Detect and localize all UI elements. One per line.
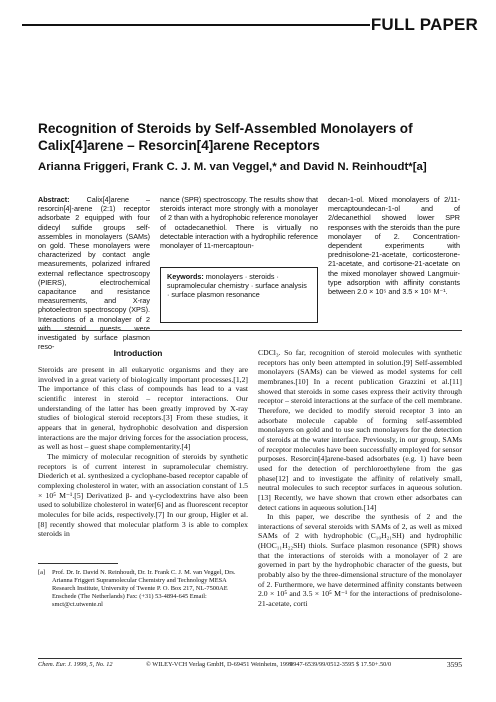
- abstract-divider: [38, 330, 462, 331]
- footer-publisher: © WILEY-VCH Verlag GmbH, D-69451 Weinheim, 1999: [146, 661, 293, 668]
- paper-title: Recognition of Steroids by Self-Assembled Monolayers of Calix[4]arene – Resorcin[4]arene Receptors: [38, 121, 413, 153]
- intro-paragraph-3: CDCl₃. So far, recognition of steroid molecules with synthetic receptors has only been attempted in solution.[9] Self-assembled monolayers (SAMs) can be viewed as model systems for cell membranes.[10] In a recent publication Grazzini et al.[11] showed that steroids in some cases express their activity through receptor – steroid interactions at the surface of the cell membrane. Therefore, we decided to modify steroid receptor 3 into an adsorbate molecule capable of forming self-assembled monolayers on gold and to use such monolayers for the detection of steroids at the water interface. Previously, in our group, SAMs of receptor molecules have been successfully employed for sensor purposes. Resorcin[4]arene-based adsorbates (e.g. 1) have been used for the detection of perchloroethylene from the gas phase[12] and to investigate the affinity of relatively small, neutral molecules to such receptor surfaces in aqueous solution.[13] Recently, we have shown that crown ether adsorbates can detect cations in aqueous solution.[14]: [258, 348, 462, 512]
- intro-paragraph-1: Steroids are present in all eukaryotic organisms and they are involved in a great variety of biologically important processes.[1,2] The importance of this class of compounds has lead to a vast scientific interest in steroid – receptor interactions. Our understanding of the latter has been greatly improved by X-ray studies of biological steroid receptors.[3] From these studies, it appears that in general, hydrophobic desolvation and dispersion interactions are the major driving forces for the association process, as well as host – guest shape complementarity.[4]: [38, 365, 248, 452]
- introduction-heading: Introduction: [113, 348, 163, 358]
- footer-issn: 0947-6539/99/0512-3595 $ 17.50+.50/0: [290, 661, 392, 668]
- footnote-text: Prof. Dr. Ir. David N. Reinhoudt, Dr. Ir. Frank C. J. M. van Veggel, Drs. Arianna Friggeri Supramolecular Chemistry and Technology MESA Research Institute, University of Twente P. O. Box 217, NL-7500AE Enschede (The Netherlands) Fax: (+31) 53-4894-645 Email: smct@ct.utwente.nl: [52, 569, 236, 608]
- journal-header: [22, 15, 478, 36]
- page-footer: [38, 661, 462, 671]
- header-rule: [22, 24, 370, 26]
- affiliation-footnote: [38, 569, 248, 609]
- abstract-column-1: [38, 195, 150, 351]
- page-number: 3595: [446, 660, 462, 669]
- footnote-marker: [a]: [38, 569, 46, 576]
- right-text-column: [258, 348, 462, 609]
- section-label: FULL PAPER: [370, 15, 478, 34]
- abstract-text-2: nance (SPR) spectroscopy. The results show that steroids interact more strongly with a monolayer of 2 than with a hydrophobic reference monolayer of octadecanethiol. There is virtually no detectable interaction with a hydrophilic reference monolayer of 11-mercaptoun-: [160, 195, 318, 251]
- abstract-text-1: Calix[4]arene – resorcin[4]-arene (2:1) receptor adsorbate 2 equipped with four didecyl sulfide groups self-assembles in monolayers (SAMs) on gold. These monolayers were characterized by contact angle measurements, polarized infrared external reflectance spectroscopy (PIERS), electrochemical capacitance and resistance measurements, and X-ray photoelectron spectroscopy (XPS). Interactions of a monolayer of 2 with steroid guests were investigated by surface plasmon reso-: [38, 195, 150, 352]
- keywords-label: Keywords:: [167, 272, 204, 281]
- left-text-column: [38, 365, 248, 539]
- footnote-rule: [38, 563, 118, 564]
- footer-rule: [38, 658, 462, 659]
- footer-journal: Chem. Eur. J. 1999, 5, No. 12: [38, 661, 113, 668]
- keywords-box: [160, 267, 318, 323]
- abstract-text-3: decan-1-ol. Mixed monolayers of 2/11-mercaptoundecan-1-ol and of 2/decanethiol showed lower SPR responses with the steroids than the pure monolayer of 2. Concentration-dependent experiments with prednisolone-21-acetate, corticosterone-21-acetate, and cortisone-21-acetate on the mixed monolayer showed Langmuir-type adsorption with affinity constants between 2.0 × 10⁵ and 3.5 × 10⁵ M⁻¹.: [328, 195, 460, 297]
- keywords-text: monolayers · steroids · supramolecular chemistry · surface analysis · surface plasmon resonance: [167, 272, 307, 300]
- abstract-column-3: [328, 195, 460, 296]
- intro-paragraph-4: In this paper, we describe the synthesis of 2 and the interactions of several steroids with SAMs of 2, as well as mixed SAMs of 2 with hydrophobic (C₁₀H₂₁SH) and hydrophilic (HOC₁₁H₂₂SH) thiols. Surface plasmon resonance (SPR) shows that the interactions of steroids with a monolayer of 2 are governed in part by the hydrophobic character of the guests, but probably also by the three-dimensional structure of the monolayer of 2. Furthermore, we have determined affinity constants between 2.0 × 10⁵ and 3.5 × 10⁵ M⁻¹ for the interactions of prednisolone-21-acetate, corti: [258, 512, 462, 609]
- intro-paragraph-2: The mimicry of molecular recognition of steroids by synthetic receptors is of current interest in supramolecular chemistry. Diederich et al. synthesized a cyclophane-based receptor capable of complexing cholesterol in water, with an association constant of 1.5 × 10⁵ M⁻¹.[5] Derivatized β- and γ-cyclodextrins have also been used to solubilize cholesterol in water[6] and as fluorescent receptor molecules for bile acids, respectively.[7] In our group, Higler et al.[8] recently showed that molecular platform 3 is able to complex steroids in: [38, 451, 248, 539]
- abstract-column-2: [160, 195, 318, 250]
- author-list: Arianna Friggeri, Frank C. J. M. van Veggel,* and David N. Reinhoudt*[a]: [38, 161, 427, 173]
- abstract-label: Abstract:: [38, 195, 70, 204]
